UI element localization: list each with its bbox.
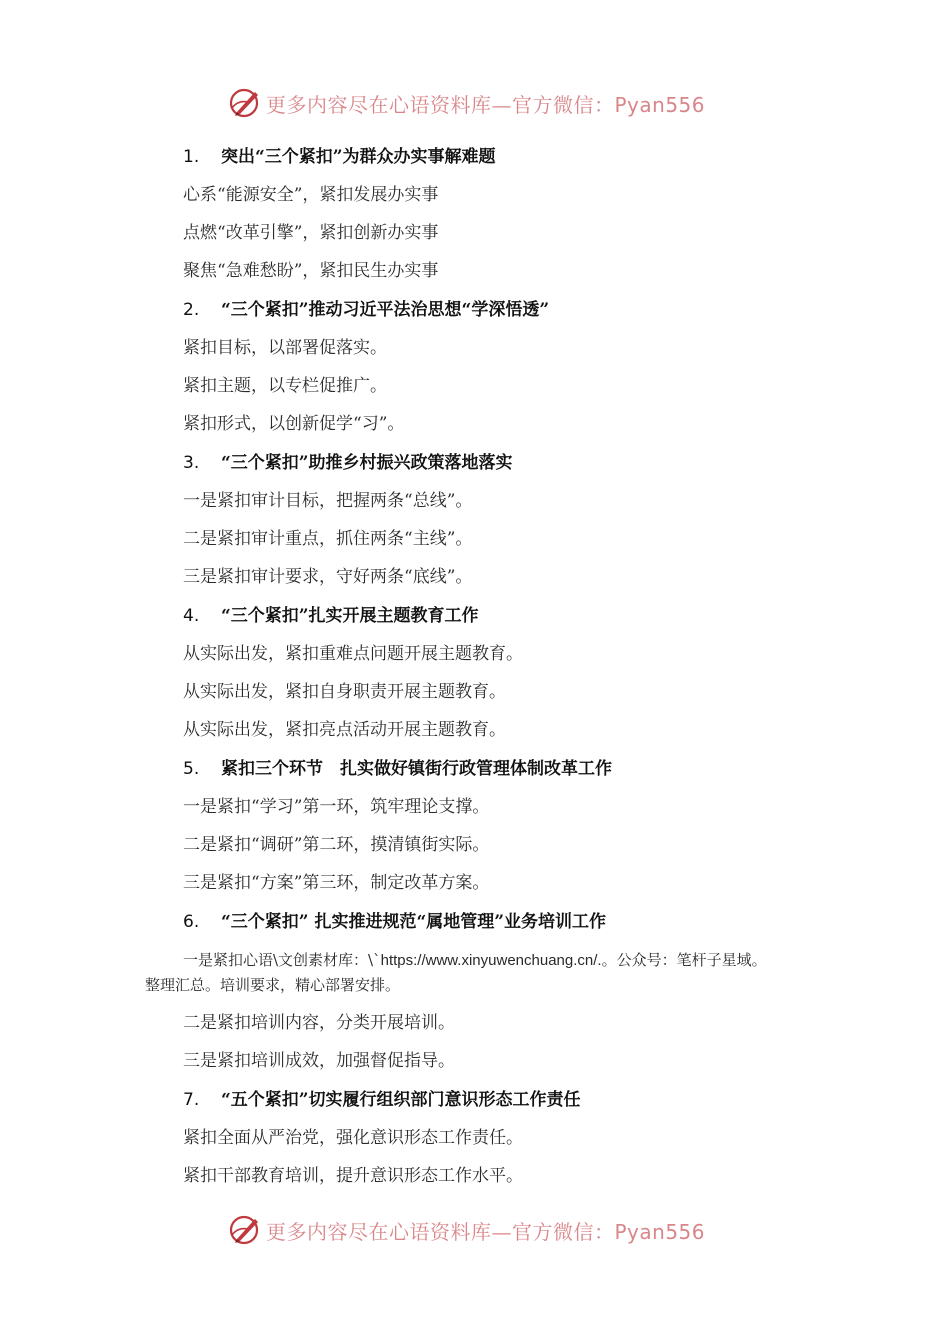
list-item: 一是紧扣心语\文创素材库：\`https://www.xinyuwenchuang.cn/.。公众号：笔杆子星域。 — [183, 951, 767, 969]
list-item-continuation: 整理汇总。培训要求，精心部署安排。 — [145, 976, 401, 994]
list-item: 二是紧扣审计重点，抓住两条“主线”。 — [183, 529, 473, 549]
section-heading: 1. 突出“三个紧扣”为群众办实事解难题 — [183, 147, 496, 167]
list-item: 三是紧扣“方案”第三环，制定改革方案。 — [183, 873, 490, 893]
list-item: 从实际出发，紧扣重难点问题开展主题教育。 — [183, 644, 523, 664]
list-item: 三是紧扣培训成效，加强督促指导。 — [183, 1051, 455, 1071]
watermark-banner-bottom — [228, 1212, 728, 1248]
list-item: 心系“能源安全”，紧扣发展办实事 — [183, 185, 439, 205]
section-heading: 4. “三个紧扣”扎实开展主题教育工作 — [183, 606, 479, 626]
pen-logo-icon — [228, 1213, 262, 1247]
section-heading: 7. “五个紧扣”切实履行组织部门意识形态工作责任 — [183, 1090, 581, 1110]
watermark-text: 更多内容尽在心语资料库—官方微信：Pyan556 — [266, 1219, 706, 1244]
list-item: 一是紧扣“学习”第一环，筑牢理论支撑。 — [183, 797, 490, 817]
section-heading: 3. “三个紧扣”助推乡村振兴政策落地落实 — [183, 453, 513, 473]
list-item: 二是紧扣“调研”第二环，摸清镇街实际。 — [183, 835, 490, 855]
list-item: 紧扣主题，以专栏促推广。 — [183, 376, 387, 396]
list-item: 紧扣干部教育培训，提升意识形态工作水平。 — [183, 1166, 523, 1186]
list-item: 二是紧扣培训内容，分类开展培训。 — [183, 1013, 455, 1033]
list-item: 从实际出发，紧扣亮点活动开展主题教育。 — [183, 720, 506, 740]
list-item: 三是紧扣审计要求，守好两条“底线”。 — [183, 567, 473, 587]
list-item: 一是紧扣审计目标，把握两条“总线”。 — [183, 491, 473, 511]
section-heading: 6. “三个紧扣” 扎实推进规范“属地管理”业务培训工作 — [183, 912, 607, 932]
list-item: 点燃“改革引擎”，紧扣创新办实事 — [183, 223, 439, 243]
watermark-text: 更多内容尽在心语资料库—官方微信：Pyan556 — [266, 92, 706, 117]
list-item: 紧扣目标，以部署促落实。 — [183, 338, 387, 358]
watermark-banner-top — [228, 85, 728, 121]
source-url: https://www.xinyuwenchuang.cn/. — [380, 952, 602, 969]
section-heading: 5. 紧扣三个环节 扎实做好镇街行政管理体制改革工作 — [183, 759, 612, 779]
pen-logo-icon — [228, 86, 262, 120]
section-heading: 2. “三个紧扣”推动习近平法治思想“学深悟透” — [183, 300, 550, 320]
list-item: 紧扣形式，以创新促学“习”。 — [183, 414, 405, 434]
list-item: 从实际出发，紧扣自身职责开展主题教育。 — [183, 682, 506, 702]
list-item: 聚焦“急难愁盼”，紧扣民生办实事 — [183, 261, 439, 281]
list-item: 紧扣全面从严治党，强化意识形态工作责任。 — [183, 1128, 523, 1148]
